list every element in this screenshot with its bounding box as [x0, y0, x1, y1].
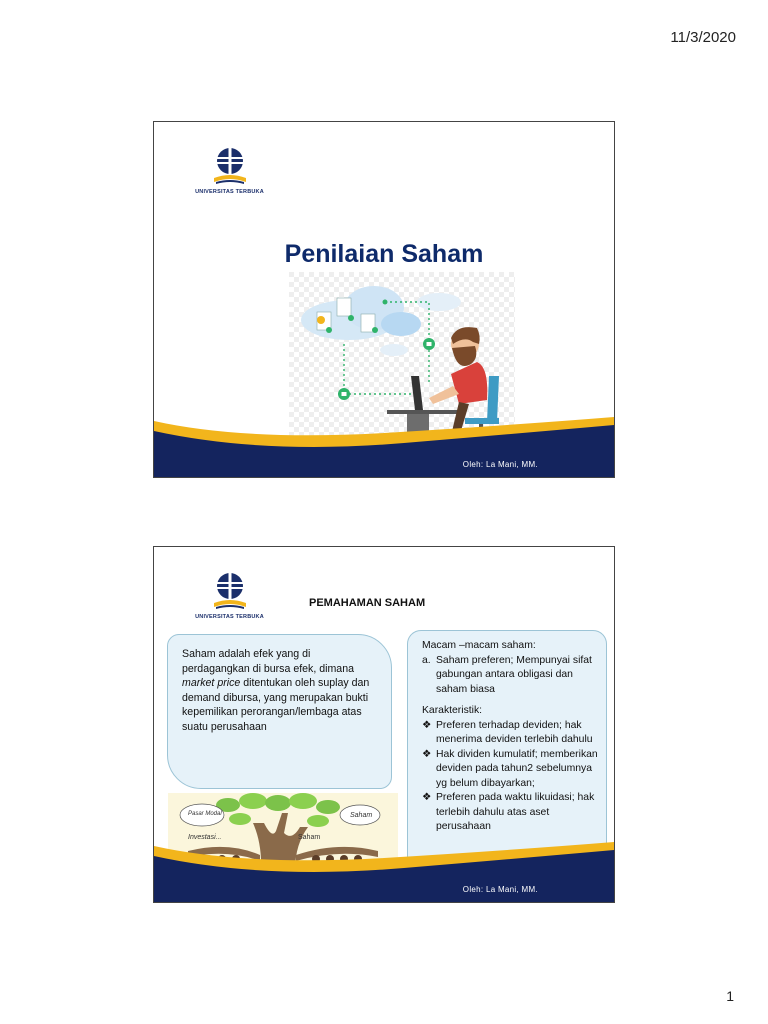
footer-wave-decoration: [154, 842, 614, 902]
logo-icon: [210, 146, 250, 188]
definition-text-end: ditentukan oleh suplay dan demand dibursa, yang merupakan bukti kepemilikan perorangan/lembaga atas suatu perusahaan: [182, 677, 370, 733]
bullet-icon: ❖: [422, 792, 432, 803]
logo-icon: [210, 571, 250, 613]
bullet-icon: ❖: [422, 719, 432, 731]
list-marker: a.: [422, 654, 431, 666]
bullet-icon: ❖: [422, 748, 432, 760]
definition-italic-term: market price: [182, 677, 241, 690]
characteristics-title: Karakteristik:: [422, 705, 483, 716]
list-item: [422, 748, 598, 792]
section-heading: PEMAHAMAN SAHAM: [309, 597, 426, 609]
slide-title-text: Penilaian Saham: [284, 240, 484, 268]
types-title: Macam –macam saham:: [422, 640, 536, 651]
list-item: [422, 791, 598, 835]
footer-wave-decoration: [154, 417, 614, 477]
stock-types-box: [407, 630, 607, 870]
author-label: Oleh: La Mani, MM.: [462, 460, 538, 469]
definition-box: [167, 634, 392, 789]
page-date: 11/3/2020: [670, 29, 736, 46]
page-number: 1: [726, 988, 734, 1004]
university-logo: [192, 571, 267, 631]
definition-text-start: Saham adalah efek yang di perdagangkan di bursa efek, dimana: [182, 648, 354, 675]
list-item-text: Preferen pada waktu likuidasi; hak terlebih dahulu atas aset perusahaan: [436, 792, 595, 832]
tree-label-pasar-modal: Pasar Modal: [188, 811, 222, 817]
tree-label-investasi: Investasi...: [188, 834, 222, 841]
slide-title: [153, 121, 615, 478]
list-item: [422, 654, 598, 698]
list-item-text: Hak dividen kumulatif; memberikan deviden pada tahun2 sebelumnya yg belum dibayarkan;: [436, 748, 598, 789]
author-label: Oleh: La Mani, MM.: [462, 885, 538, 894]
tree-label-saham: Saham: [298, 834, 321, 841]
logo-text: UNIVERSITAS TERBUKA: [195, 189, 264, 195]
list-item-text: Saham preferen; Mempunyai sifat gabungan antara obligasi dan saham biasa: [436, 654, 592, 695]
logo-text: UNIVERSITAS TERBUKA: [195, 614, 264, 620]
university-logo: [192, 146, 267, 206]
tree-label-saham-bubble: Saham: [350, 812, 373, 819]
slide-pemahaman-saham: [153, 546, 615, 903]
list-item-text: Preferen terhadap deviden; hak menerima deviden terlebih dahulu: [436, 719, 593, 745]
list-item: [422, 719, 598, 748]
